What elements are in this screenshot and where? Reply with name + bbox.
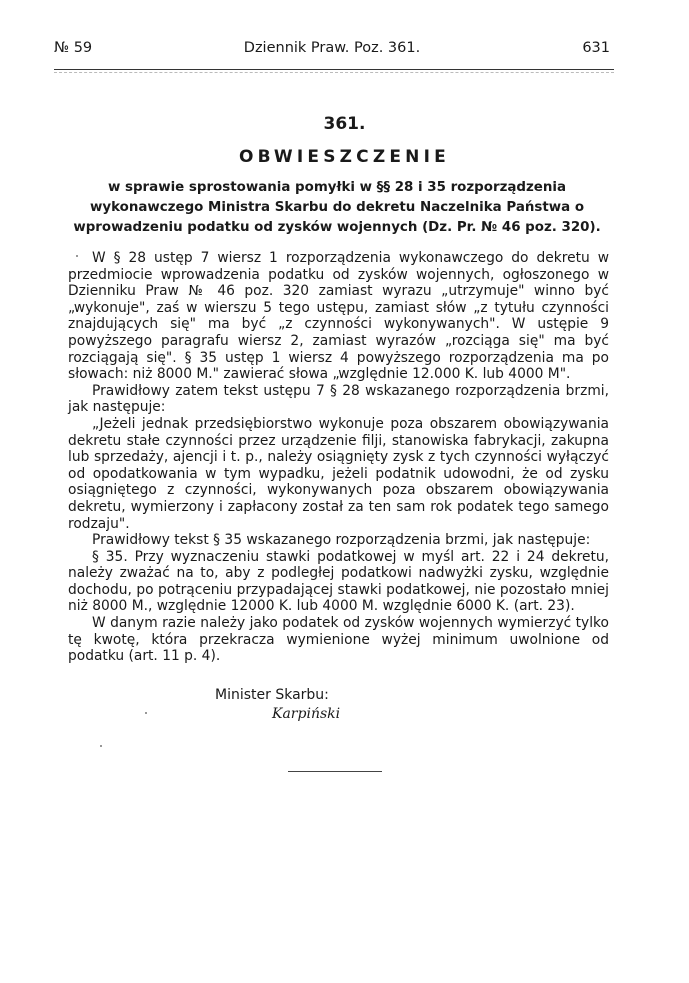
page-header xyxy=(54,40,610,62)
print-speck xyxy=(76,255,78,257)
print-speck xyxy=(100,745,102,747)
body-paragraph: W § 28 ustęp 7 wiersz 1 rozporządzenia wykonawczego do dekretu w przedmiocie wprowadzenia podatku od zysków wojennych, ogłoszonego w Dzienniku Praw № 46 poz. 320 zamiast wyrazu „utrzymuje" winno być „wykonuje", zaś w wierszu 5 tego ustępu, zamiast słów „z tytułu czynności znajdujących się" ma być „z czynności wykonywanych". W ustępie 9 powyższego paragrafu wiersz 2, zamiast wyrazów „rozciąga się" ma być rozciągają się". § 35 ustęp 1 wiersz 4 powyższego rozporządzenia ma po słowach: niż 8000 M." zawierać słowa „względnie 12.000 K. lub 4000 M". xyxy=(68,250,609,383)
quoted-paragraph: „Jeżeli jednak przedsiębiorstwo wykonuje poza obszarem obowiązywania dekretu stałe czynności przez urządzenie filji, stanowiska fabrykacji, zakupna lub sprzedaży, ajencji i t. p., należy osiągnięty zysk z tych czynności wyłączyć od opodatkowania w tym wypadku, jeżeli podatnik udowodni, że od zysku osiągniętego z czynności, wykonywanych poza obszarem obowiązywania dekretu, wymierzony i zapłacony został za ten sam rok podatek tego samego rodzaju". xyxy=(68,415,609,532)
end-rule xyxy=(288,771,382,772)
body-paragraph: Prawidłowy tekst § 35 wskazanego rozporządzenia brzmi, jak następuje: xyxy=(92,532,591,549)
header-rule xyxy=(54,69,614,70)
signature-name: Karpiński xyxy=(272,706,341,722)
body-paragraph: W danym razie należy jako podatek od zysków wojennych wymierzyć tylko tę kwotę, która przekracza wymienione wyżej minimum uwolnione od podatku (art. 11 p. 4). xyxy=(68,615,609,665)
signature-title: Minister Skarbu: xyxy=(215,687,329,703)
document-subject: w sprawie sprostowania pomyłki w §§ 28 i 35 rozporządzenia wykonawczego Ministra Skarbu do dekretu Naczelnika Państwa o wprowadzeniu podatku od zysków wojennych (Dz. Pr. № 46 poz. 320). xyxy=(73,180,601,235)
body-paragraph: Prawidłowy zatem tekst ustępu 7 § 28 wskazanego rozporządzenia brzmi, jak następuje: xyxy=(68,382,609,416)
print-speck xyxy=(145,712,147,714)
issue-number: № 59 xyxy=(54,40,93,56)
document-number: 361. xyxy=(323,114,366,134)
quoted-paragraph: § 35. Przy wyznaczeniu stawki podatkowej w myśl art. 22 i 24 dekretu, należy zważać na to, aby z podległej podatkowi nadwyżki zysku, względnie dochodu, po potrąceniu przypadającej stawki podatkowej, nie pozostało mniej niż 8000 M., względnie 12000 K. lub 4000 M. względnie 6000 K. (art. 23). xyxy=(68,548,609,615)
page-number: 631 xyxy=(582,40,610,56)
running-title: Dziennik Praw. Poz. 361. xyxy=(243,40,421,56)
header-rule-secondary xyxy=(54,72,614,73)
document-type-heading: OBWIESZCZENIE xyxy=(239,147,450,167)
document-body xyxy=(68,250,609,665)
